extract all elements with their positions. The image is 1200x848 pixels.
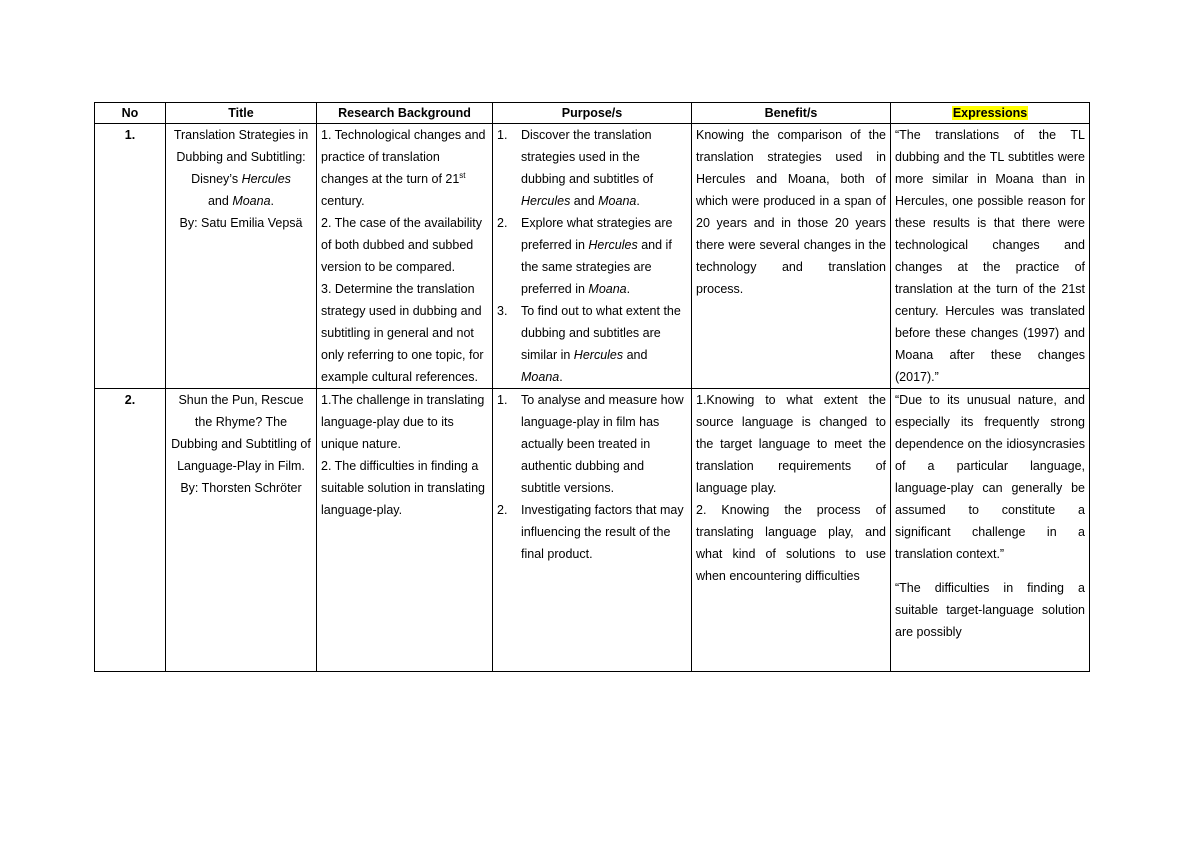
purpose-text: To find out to what extent the dubbing and subtitles are similar in (521, 304, 681, 362)
purpose-italic: Moana (588, 282, 627, 296)
table-row (95, 124, 1090, 389)
row-benefits: Knowing the comparison of the translation strategies used in Hercules and Moana, both of which were produced in a span of 20 years and in those 20 years there were several changes in the technology and translation process. (692, 124, 891, 389)
row-research-background (317, 124, 493, 389)
row-expressions: “The translations of the TL dubbing and the TL subtitles were more similar in Moana than in Hercules, one possible reason for these results is that there were technological changes and changes at the practice of translation at the turn of the 21st century. Hercules was translated before these changes (1997) and Moana after these changes (2017).” (891, 124, 1090, 389)
purpose-italic: Moana (598, 194, 637, 208)
title-text: Translation Strategies in Dubbing and Subtitling: (173, 128, 309, 164)
row-title (166, 389, 317, 672)
list-item (497, 389, 687, 499)
purpose-text: and (570, 194, 599, 208)
title-italic: Moana (232, 194, 271, 208)
header-purposes: Purpose/s (493, 103, 692, 124)
background-point: 2. The difficulties in finding a suitable solution in translating language-play. (321, 459, 485, 517)
row-benefits (692, 389, 891, 672)
title-text-part: Disney’s (191, 172, 242, 186)
title-italic: Hercules (241, 172, 291, 186)
title-text-part: and (207, 194, 233, 208)
expressions-highlight: Expressions (952, 106, 1028, 120)
background-point: 1.The challenge in translating language-play due to its unique nature. (321, 393, 485, 451)
list-number: 1. (497, 393, 508, 407)
row-number: 2. (95, 389, 166, 672)
purpose-text: To analyse and measure how language-play in film has actually been treated in authentic dubbing and subtitle versions. (521, 393, 684, 495)
row-number: 1. (95, 124, 166, 389)
table-row (95, 389, 1090, 672)
purpose-text: . (626, 282, 631, 296)
expression-quote: “The difficulties in finding a suitable target-language solution are possibly (895, 581, 1085, 639)
title-author: By: Thorsten Schröter (180, 481, 302, 495)
purpose-italic: Moana (521, 370, 560, 384)
background-point: 3. Determine the translation strategy used in dubbing and subtitling in general and not only referring to one topic, for example cultural references. (321, 282, 484, 384)
expression-quote: “Due to its unusual nature, and especially its frequently strong dependence on the idiosyncrasies of a particular language, language-play can generally be assumed to constitute a significant challenge in a translation context.” (895, 393, 1085, 561)
header-research-background: Research Background (317, 103, 493, 124)
list-number: 2. (497, 216, 508, 230)
title-text-part: . (270, 194, 275, 208)
list-item (497, 212, 687, 300)
purpose-italic: Hercules (588, 238, 638, 252)
purpose-text: Discover the translation strategies used in the dubbing and subtitles of (521, 128, 654, 186)
literature-review-table (94, 102, 1090, 672)
benefit-point: 1.Knowing to what extent the source language is changed to the target language to meet the translation requirements of language play. (696, 393, 886, 495)
row-research-background (317, 389, 493, 672)
background-text: 1. Technological changes and practice of translation changes at the turn of 21 (321, 128, 486, 186)
list-item (497, 124, 687, 212)
expressions-clip (895, 389, 1085, 671)
list-item (497, 300, 687, 388)
header-no: No (95, 103, 166, 124)
background-superscript: st (459, 170, 466, 180)
row-purposes (493, 124, 692, 389)
title-text: Shun the Pun, Rescue the Rhyme? The Dubbing and Subtitling of Language-Play in Film. (171, 393, 311, 473)
background-text: century. (321, 194, 365, 208)
purpose-text: and (623, 348, 648, 362)
purpose-text: . (636, 194, 640, 208)
list-number: 2. (497, 503, 508, 517)
purpose-text: Explore what strategies are preferred in (521, 216, 673, 252)
purpose-text: . (559, 370, 563, 384)
row-purposes (493, 389, 692, 672)
title-author: By: Satu Emilia Vepsä (179, 216, 303, 230)
benefit-point: 2. Knowing the process of translating language play, and what kind of solutions to use when encountering difficulties (696, 503, 886, 583)
list-number: 1. (497, 128, 508, 142)
purpose-list (497, 124, 687, 388)
list-item (497, 499, 687, 565)
row-title (166, 124, 317, 389)
purpose-list (497, 389, 687, 565)
purpose-text: Investigating factors that may influencing the result of the final product. (521, 503, 684, 561)
list-number: 3. (497, 304, 508, 318)
background-point: 2. The case of the availability of both dubbed and subbed version to be compared. (321, 216, 482, 274)
header-benefits: Benefit/s (692, 103, 891, 124)
row-expressions (891, 389, 1090, 672)
purpose-text: and if the same strategies are preferred in (521, 238, 672, 296)
purpose-italic: Hercules (573, 348, 624, 362)
header-title: Title (166, 103, 317, 124)
header-expressions (891, 103, 1090, 124)
purpose-italic: Hercules (521, 194, 571, 208)
header-row (95, 103, 1090, 124)
background-point (321, 124, 488, 212)
